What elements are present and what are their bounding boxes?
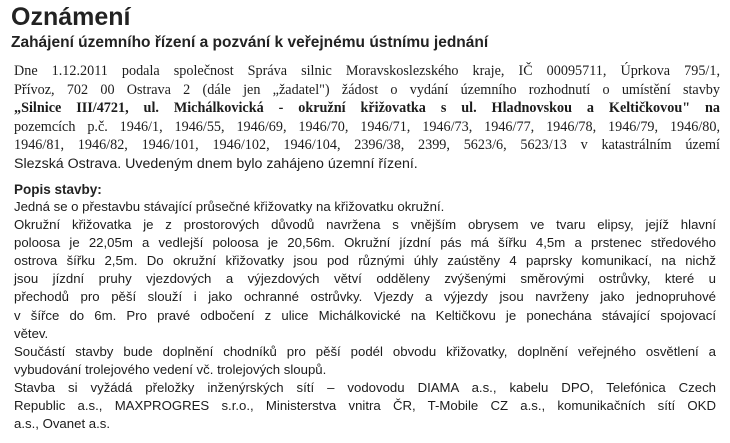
intro-paragraph	[14, 62, 720, 174]
intro-line: 1946/81, 1946/82, 1946/101, 1946/102, 1946/104, 2396/38, 2399, 5623/6, 5623/13 v katastrálním území	[14, 137, 720, 154]
description-line: a.s., Ovanet a.s.	[14, 416, 111, 432]
description-line: Jedná se o přestavbu stávající průsečné křižovatky na křižovatku okružní.	[14, 199, 445, 214]
description-line: jsou jízdní pruhy vjezdových a výjezdových větví odděleny zvýšenými směrovými ostrůvky, které u	[14, 271, 716, 287]
description-line: Okružní křižovatka je z prostorových důvodů navržena s vnějším obrysem ve tvaru elipsy, jejíž hlavní	[14, 217, 716, 233]
intro-line: Dne 1.12.2011 podala společnost Správa silnic Moravskoslezského kraje, IČ 00095711, Úprkova 795/1,	[14, 63, 720, 79]
description-line: vybudování trolejového vedení vč. trolejových sloupů.	[14, 361, 327, 377]
description-line: Republic a.s., MAXPROGRES s.r.o., Ministerstva vnitra ČR, T-Mobile CZ a.s., komunikačních sítí OKD	[14, 398, 716, 414]
description-paragraph	[14, 198, 716, 433]
intro-line-project-name: „Silnice III/4721, ul. Michálkovická - okružní křižovatka s ul. Hladnovskou a Keltičkovou" na	[14, 100, 720, 117]
description-line: přechodů pro pěší slouží i jako ochranné ostrůvky. Vjezdy a výjezdy jsou navrženy jako jednopruhové	[14, 289, 716, 305]
description-line: v šířce do 6m. Pro pravé odbočení z ulice Michálkovické na Keltičkovu je ponechána stávající spojovací	[14, 307, 716, 323]
description-line: Součástí stavby bude doplnění chodníků pro pěší podél obvodu křižovatky, doplnění veřejného osvětlení a	[14, 343, 716, 359]
intro-line: Přívoz, 702 00 Ostrava 2 (dále jen „žadatel") žádost o vydání územního rozhodnutí o umístění stavby	[14, 81, 720, 98]
description-line: Stavba si vyžádá přeložky inženýrských sítí – vodovodu DIAMA a.s., kabelu DPO, Telefónica Czech	[14, 379, 716, 395]
page-subtitle: Zahájení územního řízení a pozvání k veřejnému ústnímu jednání	[11, 34, 489, 51]
description-line: ostrova šířku 2,5m. Do okružní křižovatky jsou pod různými úhly zaústěny 4 paprsky komunikací, na nichž	[14, 253, 716, 269]
intro-line: Slezská Ostrava. Uvedeným dnem bylo zahájeno územní řízení.	[14, 155, 418, 172]
description-line: větev.	[14, 325, 49, 341]
description-line: poloosa je 22,05m a vedlejší poloosa je 20,56m. Okružní jízdní pás má šířku 4,5m a prstenec středového	[14, 235, 716, 251]
section-heading: Popis stavby:	[14, 182, 102, 197]
intro-line: pozemcích p.č. 1946/1, 1946/55, 1946/69, 1946/70, 1946/71, 1946/73, 1946/77, 1946/78, 1946/79, 1946/80,	[14, 118, 720, 135]
page-title: Oznámení	[11, 3, 131, 31]
